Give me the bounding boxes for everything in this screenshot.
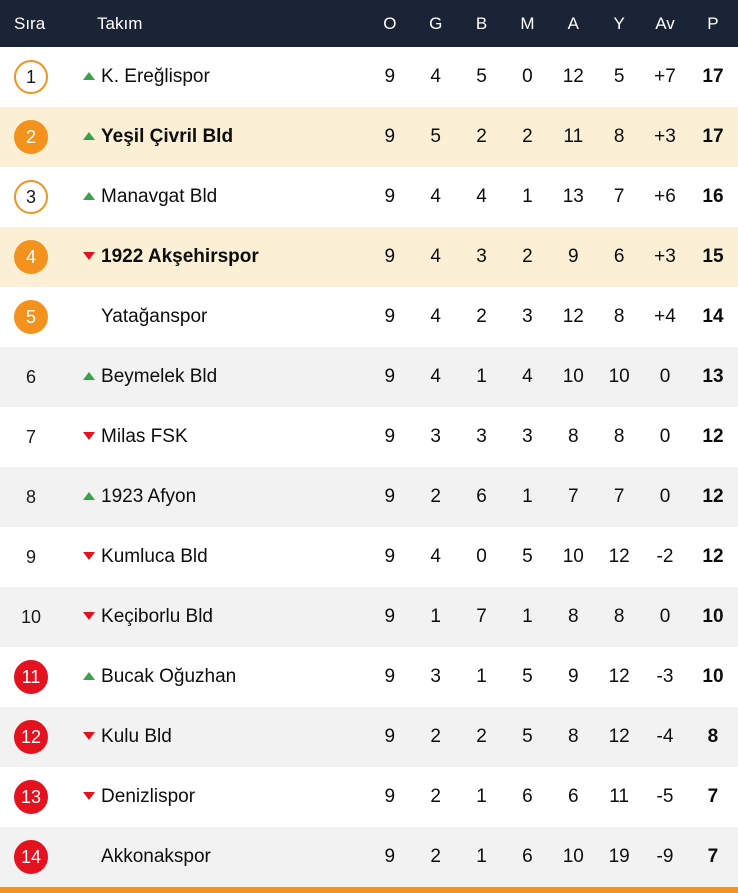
goals-against-cell: 8 [613, 126, 625, 147]
played-cell: 9 [384, 186, 396, 207]
goal-diff-cell: +7 [654, 66, 676, 87]
won-cell: 2 [430, 486, 441, 507]
won-cell: 3 [430, 666, 441, 687]
table-row[interactable] [0, 587, 738, 647]
won-cell: 2 [430, 786, 441, 807]
rank-badge: 7 [25, 427, 36, 447]
trend-up-icon [83, 672, 95, 680]
trend-down-icon [83, 732, 95, 740]
rank-cell [0, 227, 75, 287]
team-name: 1923 Afyon [101, 486, 197, 507]
rank-cell [0, 287, 75, 347]
goals-for-cell: 9 [567, 666, 579, 687]
goals-for-cell: 13 [562, 186, 584, 207]
points-cell: 8 [707, 726, 719, 747]
rank-badge: 10 [20, 607, 42, 627]
goal-diff-cell: 0 [659, 486, 671, 507]
rank-cell [0, 527, 75, 587]
lost-cell: 2 [522, 126, 533, 147]
won-cell: 3 [430, 426, 441, 447]
goal-diff-cell: -9 [656, 846, 674, 867]
column-header-goals-against: Y [613, 13, 625, 33]
goals-for-cell: 10 [562, 366, 584, 387]
lost-cell: 6 [522, 846, 533, 867]
table-row[interactable] [0, 707, 738, 767]
points-cell: 17 [702, 126, 724, 147]
rank-badge: 3 [14, 180, 48, 214]
column-header-goals-for: A [567, 13, 579, 33]
goals-against-cell: 12 [608, 726, 630, 747]
lost-cell: 2 [522, 246, 533, 267]
drawn-cell: 1 [476, 666, 487, 687]
goals-for-cell: 7 [567, 486, 579, 507]
rank-badge: 9 [25, 547, 36, 567]
column-header-drawn: B [475, 13, 488, 33]
column-header-rank: Sıra [14, 13, 46, 33]
trend-up-icon [83, 132, 95, 140]
won-cell: 4 [430, 366, 441, 387]
rank-badge: 13 [14, 780, 48, 814]
table-row[interactable] [0, 407, 738, 467]
team-cell[interactable] [75, 587, 367, 647]
goals-against-cell: 8 [613, 306, 625, 327]
rank-cell [0, 167, 75, 227]
table-row[interactable] [0, 47, 738, 107]
drawn-cell: 7 [476, 606, 487, 627]
points-cell: 15 [702, 246, 724, 267]
drawn-cell: 6 [476, 486, 487, 507]
goals-against-cell: 8 [613, 606, 625, 627]
team-name: Manavgat Bld [101, 186, 218, 207]
lost-cell: 6 [522, 786, 533, 807]
drawn-cell: 1 [476, 366, 487, 387]
team-cell[interactable] [75, 647, 367, 707]
points-cell: 13 [702, 366, 724, 387]
team-name: Kumluca Bld [101, 546, 208, 567]
trend-down-icon [83, 252, 95, 260]
goals-against-cell: 6 [613, 246, 625, 267]
trend-down-icon [83, 612, 95, 620]
table-row[interactable] [0, 167, 738, 227]
goals-for-cell: 12 [562, 306, 584, 327]
lost-cell: 1 [522, 186, 533, 207]
table-row[interactable] [0, 827, 738, 887]
won-cell: 4 [430, 66, 441, 87]
goal-diff-cell: +3 [654, 126, 676, 147]
table-header-row [0, 0, 738, 47]
played-cell: 9 [384, 786, 396, 807]
rank-cell [0, 707, 75, 767]
team-name: Bucak Oğuzhan [101, 666, 237, 687]
goals-for-cell: 8 [567, 426, 579, 447]
column-header-won: G [429, 13, 443, 33]
played-cell: 9 [384, 846, 396, 867]
table-row[interactable] [0, 527, 738, 587]
won-cell: 1 [430, 606, 441, 627]
won-cell: 2 [430, 846, 441, 867]
rank-cell [0, 407, 75, 467]
goals-against-cell: 10 [608, 366, 630, 387]
goals-against-cell: 7 [613, 486, 625, 507]
rank-cell [0, 467, 75, 527]
team-name: Denizlispor [101, 786, 196, 807]
column-header-lost: M [520, 13, 535, 33]
trend-up-icon [83, 192, 95, 200]
goal-diff-cell: -5 [656, 786, 674, 807]
table-body [0, 47, 738, 887]
drawn-cell: 4 [476, 186, 487, 207]
won-cell: 4 [430, 306, 441, 327]
lost-cell: 1 [522, 606, 533, 627]
trend-up-icon [83, 492, 95, 500]
column-header-goal-diff: Av [655, 13, 675, 33]
team-name: 1922 Akşehirspor [101, 246, 259, 267]
goal-diff-cell: -2 [656, 546, 674, 567]
points-cell: 17 [702, 66, 724, 87]
won-cell: 2 [430, 726, 441, 747]
trend-down-icon [83, 552, 95, 560]
goals-for-cell: 12 [562, 66, 584, 87]
goals-against-cell: 19 [608, 846, 630, 867]
rank-cell [0, 827, 75, 887]
rank-cell [0, 587, 75, 647]
points-cell: 14 [702, 306, 724, 327]
played-cell: 9 [384, 426, 396, 447]
goal-diff-cell: +3 [654, 246, 676, 267]
team-name: Yeşil Çivril Bld [101, 126, 234, 147]
goals-for-cell: 10 [562, 846, 584, 867]
goals-against-cell: 7 [613, 186, 625, 207]
points-cell: 7 [707, 786, 719, 807]
trend-down-icon [83, 432, 95, 440]
drawn-cell: 5 [476, 66, 487, 87]
goal-diff-cell: 0 [659, 366, 671, 387]
lost-cell: 3 [522, 306, 533, 327]
trend-none-icon [83, 852, 95, 860]
points-cell: 10 [702, 606, 724, 627]
goals-for-cell: 6 [567, 786, 579, 807]
played-cell: 9 [384, 246, 396, 267]
team-name: Keçiborlu Bld [101, 606, 213, 627]
lost-cell: 4 [522, 366, 533, 387]
points-cell: 16 [702, 186, 724, 207]
goal-diff-cell: -4 [656, 726, 674, 747]
rank-badge: 2 [14, 120, 48, 154]
played-cell: 9 [384, 546, 396, 567]
points-cell: 12 [702, 426, 724, 447]
rank-cell [0, 347, 75, 407]
lost-cell: 5 [522, 666, 533, 687]
goals-against-cell: 12 [608, 666, 630, 687]
rank-badge: 6 [25, 367, 36, 387]
rank-badge: 14 [14, 840, 48, 874]
goals-for-cell: 9 [567, 246, 579, 267]
goal-diff-cell: 0 [659, 606, 671, 627]
trend-down-icon [83, 792, 95, 800]
rank-cell [0, 767, 75, 827]
goals-against-cell: 11 [609, 786, 629, 807]
rank-badge: 8 [25, 487, 36, 507]
team-cell[interactable] [75, 827, 367, 887]
points-cell: 12 [702, 546, 724, 567]
goal-diff-cell: +6 [654, 186, 676, 207]
trend-up-icon [83, 372, 95, 380]
team-cell[interactable] [75, 467, 367, 527]
goals-for-cell: 11 [563, 126, 584, 147]
lost-cell: 3 [522, 426, 533, 447]
table-row[interactable] [0, 107, 738, 167]
rank-badge: 11 [14, 660, 48, 694]
goals-against-cell: 5 [613, 66, 625, 87]
rank-cell [0, 647, 75, 707]
lost-cell: 0 [522, 66, 533, 87]
table-row[interactable] [0, 467, 738, 527]
played-cell: 9 [384, 306, 396, 327]
lost-cell: 1 [522, 486, 533, 507]
team-cell[interactable] [75, 527, 367, 587]
goals-against-cell: 8 [613, 426, 625, 447]
drawn-cell: 2 [476, 726, 487, 747]
won-cell: 4 [430, 246, 441, 267]
played-cell: 9 [384, 486, 396, 507]
team-name: Kulu Bld [101, 726, 172, 747]
team-cell[interactable] [75, 347, 367, 407]
points-cell: 12 [702, 486, 724, 507]
goals-for-cell: 8 [567, 606, 579, 627]
drawn-cell: 3 [476, 246, 487, 267]
drawn-cell: 1 [476, 786, 487, 807]
drawn-cell: 0 [476, 546, 487, 567]
rank-badge: 5 [14, 300, 48, 334]
played-cell: 9 [384, 666, 396, 687]
team-name: Akkonakspor [101, 846, 211, 867]
goal-diff-cell: 0 [659, 426, 671, 447]
table-row[interactable] [0, 767, 738, 827]
team-cell[interactable] [75, 767, 367, 827]
goal-diff-cell: +4 [654, 306, 676, 327]
team-cell[interactable] [75, 167, 367, 227]
played-cell: 9 [384, 606, 396, 627]
played-cell: 9 [384, 126, 396, 147]
column-header-team: Takım [97, 13, 143, 33]
bottom-accent-strip [0, 887, 738, 893]
played-cell: 9 [384, 66, 396, 87]
goals-for-cell: 8 [567, 726, 579, 747]
team-name: Milas FSK [101, 426, 188, 447]
team-name: Beymelek Bld [101, 366, 218, 387]
played-cell: 9 [384, 366, 396, 387]
rank-cell [0, 47, 75, 107]
table-row[interactable] [0, 287, 738, 347]
table-row[interactable] [0, 227, 738, 287]
team-name: Yatağanspor [101, 306, 208, 327]
points-cell: 7 [707, 846, 719, 867]
column-header-points: P [707, 13, 719, 33]
goals-for-cell: 10 [562, 546, 584, 567]
team-cell[interactable] [75, 707, 367, 767]
played-cell: 9 [384, 726, 396, 747]
rank-badge: 1 [14, 60, 48, 94]
trend-up-icon [83, 72, 95, 80]
drawn-cell: 2 [476, 126, 487, 147]
table-header [0, 0, 738, 47]
rank-cell [0, 107, 75, 167]
drawn-cell: 2 [476, 306, 487, 327]
trend-none-icon [83, 312, 95, 320]
rank-badge: 4 [14, 240, 48, 274]
team-cell[interactable] [75, 47, 367, 107]
lost-cell: 5 [522, 546, 533, 567]
drawn-cell: 3 [476, 426, 487, 447]
table-row[interactable] [0, 647, 738, 707]
won-cell: 5 [430, 126, 441, 147]
lost-cell: 5 [522, 726, 533, 747]
drawn-cell: 1 [476, 846, 487, 867]
team-cell[interactable] [75, 287, 367, 347]
won-cell: 4 [430, 546, 441, 567]
table-row[interactable] [0, 347, 738, 407]
team-cell[interactable] [75, 107, 367, 167]
rank-badge: 12 [14, 720, 48, 754]
goals-against-cell: 12 [608, 546, 630, 567]
points-cell: 10 [702, 666, 724, 687]
team-cell[interactable] [75, 407, 367, 467]
team-cell[interactable] [75, 227, 367, 287]
column-header-played: O [383, 13, 397, 33]
won-cell: 4 [430, 186, 441, 207]
team-name: K. Ereğlispor [101, 66, 210, 87]
goal-diff-cell: -3 [656, 666, 674, 687]
